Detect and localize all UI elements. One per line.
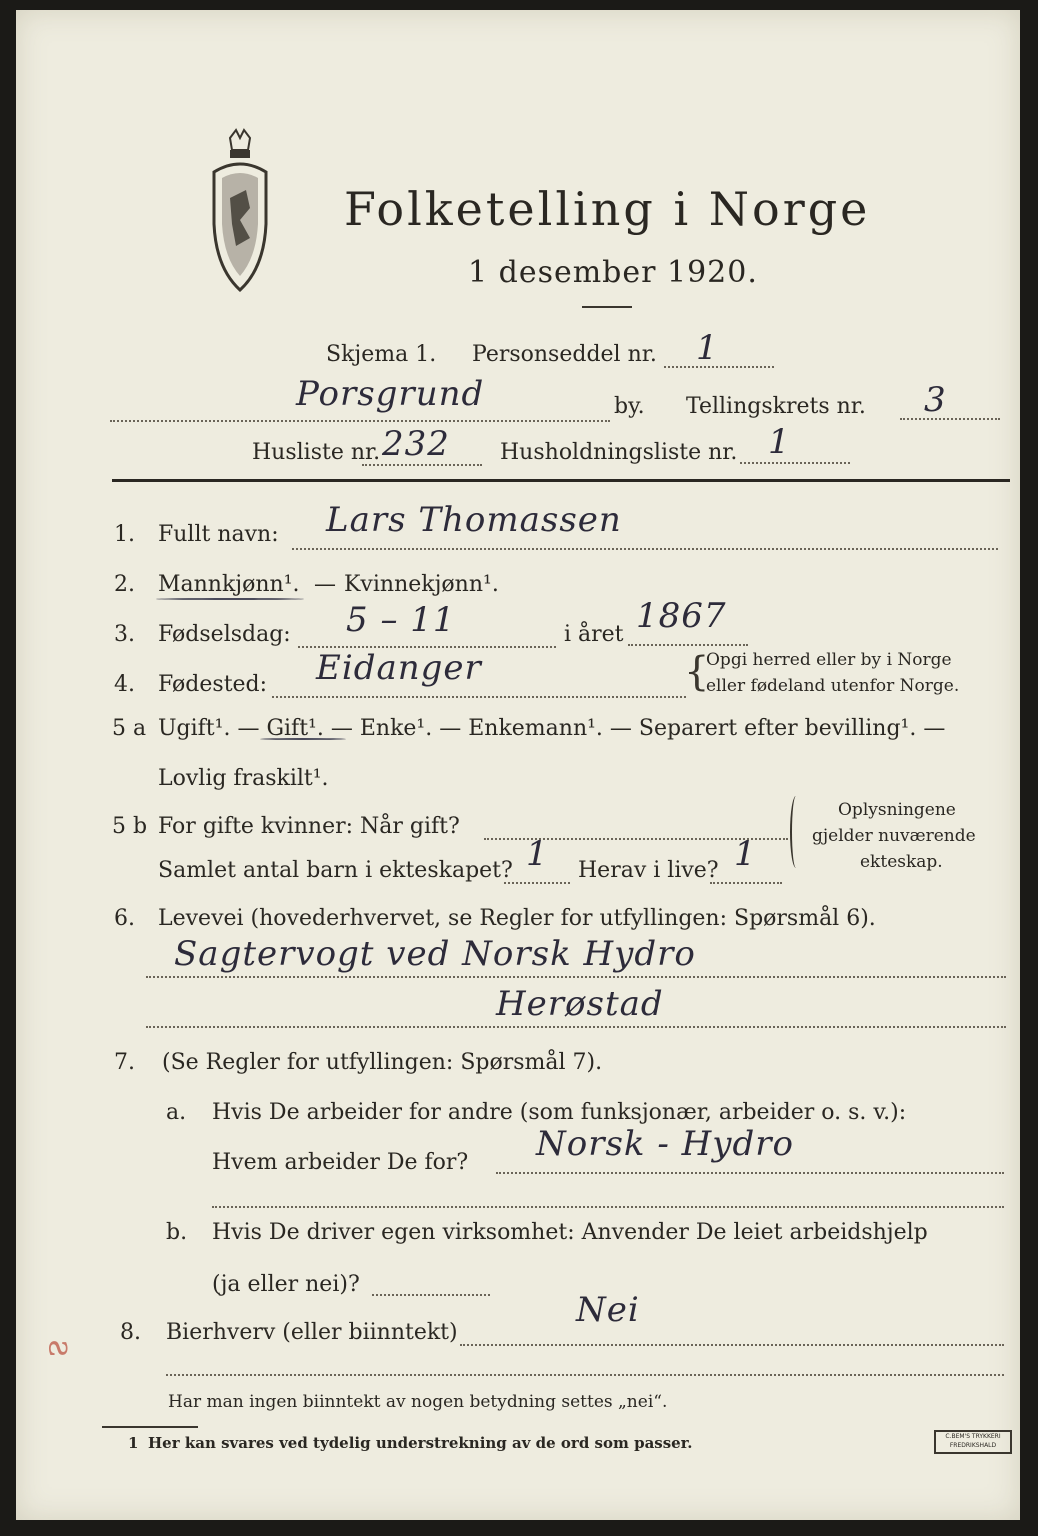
q5b-number: 5 b bbox=[112, 814, 148, 839]
husholdning-label: Husholdningsliste nr. bbox=[500, 440, 738, 465]
q2-mannkjonn-underline bbox=[156, 598, 304, 600]
q8-label: Bierhverv (eller biinntekt) bbox=[166, 1320, 458, 1345]
header-divider bbox=[112, 479, 1010, 482]
q7a-question: Hvis De arbeider for andre (som funksjonær, arbeider o. s. v.): bbox=[212, 1100, 907, 1125]
q4-brace: { bbox=[684, 649, 710, 695]
q8-number: 8. bbox=[120, 1320, 141, 1345]
city-line bbox=[110, 420, 610, 422]
q4-note-line2: eller fødeland utenfor Norge. bbox=[706, 676, 960, 696]
personseddel-value: 1 bbox=[696, 328, 719, 368]
q5a-gift-underline bbox=[260, 738, 346, 740]
q4-birthplace-value: Eidanger bbox=[316, 648, 482, 688]
printer-stamp: C.BEM'S TRYKKERI FREDRIKSHALD bbox=[934, 1430, 1012, 1454]
q5a-options: Ugift¹. — Gift¹. — Enke¹. — Enkemann¹. — Separert efter bevilling¹. — bbox=[158, 716, 946, 741]
q3-birthday-value: 5 – 11 bbox=[346, 600, 456, 640]
q8-line2 bbox=[166, 1374, 1004, 1376]
q6-line2 bbox=[146, 1026, 1006, 1028]
q5b-note-line1: Oplysningene bbox=[838, 800, 956, 820]
q7a-line1 bbox=[496, 1172, 1004, 1174]
tellingskrets-line bbox=[900, 418, 1000, 420]
q5b-herav-line bbox=[710, 882, 782, 884]
q7a-line2 bbox=[212, 1206, 1004, 1208]
q4-line bbox=[272, 696, 686, 698]
husliste-label: Husliste nr. bbox=[252, 440, 381, 465]
q1-label: Fullt navn: bbox=[158, 522, 279, 547]
q3-label: Fødselsdag: bbox=[158, 622, 291, 647]
q4-label: Fødested: bbox=[158, 672, 268, 697]
census-form bbox=[16, 10, 1020, 1520]
q8-line1 bbox=[460, 1344, 1004, 1346]
q5b-herav-label: Herav i live? bbox=[578, 858, 719, 883]
q5b-barn-line bbox=[504, 882, 570, 884]
husliste-line bbox=[362, 464, 482, 466]
q7a-employer-value: Norsk - Hydro bbox=[536, 1124, 794, 1164]
city-value: Porsgrund bbox=[296, 374, 485, 414]
q5b-note-line2: gjelder nuværende bbox=[812, 826, 976, 846]
footer-note: Har man ingen biinntekt av nogen betydning settes „nei“. bbox=[168, 1392, 668, 1412]
by-label: by. bbox=[614, 394, 645, 419]
q5b-note-line3: ekteskap. bbox=[860, 852, 943, 872]
tellingskrets-value: 3 bbox=[924, 380, 947, 420]
q3-number: 3. bbox=[114, 622, 135, 647]
q5a-number: 5 a bbox=[112, 716, 147, 741]
q2-dash: — bbox=[314, 572, 336, 597]
q2-kvinnekjonn: Kvinnekjønn¹. bbox=[344, 572, 499, 597]
q7b-line bbox=[372, 1294, 490, 1296]
q6-number: 6. bbox=[114, 906, 135, 931]
q1-full-name-value: Lars Thomassen bbox=[326, 500, 622, 540]
footnote-number: 1 bbox=[128, 1434, 139, 1452]
q7b-question: Hvis De driver egen virksomhet: Anvender De leiet arbeidshjelp bbox=[212, 1220, 928, 1245]
coat-of-arms-icon bbox=[200, 128, 280, 298]
q3-aaret-label: i året bbox=[564, 622, 624, 647]
q6-label: Levevei (hovederhvervet, se Regler for utfyllingen: Spørsmål 6). bbox=[158, 906, 876, 931]
personseddel-line bbox=[664, 366, 774, 368]
q5b-barn-label: Samlet antal barn i ekteskapet? bbox=[158, 858, 513, 883]
q7-label: (Se Regler for utfyllingen: Spørsmål 7). bbox=[162, 1050, 603, 1075]
title-divider bbox=[582, 306, 632, 308]
q7b-letter: b. bbox=[166, 1220, 188, 1245]
q3-year-value: 1867 bbox=[636, 596, 727, 636]
q5b-barn-value: 1 bbox=[526, 834, 549, 874]
q4-note-line1: Opgi herred eller by i Norge bbox=[706, 650, 952, 670]
husholdning-line bbox=[740, 462, 850, 464]
margin-mark: ƨ bbox=[40, 1339, 81, 1357]
q1-number: 1. bbox=[114, 522, 135, 547]
q2-number: 2. bbox=[114, 572, 135, 597]
q2-mannkjonn: Mannkjønn¹. bbox=[158, 572, 300, 597]
census-date: 1 desember 1920. bbox=[468, 255, 758, 290]
q7b-label: (ja eller nei)? bbox=[212, 1272, 360, 1297]
q5b-naar-gift-label: For gifte kvinner: Når gift? bbox=[158, 814, 460, 839]
footnote-rule bbox=[102, 1426, 198, 1428]
q5b-bracket bbox=[790, 796, 802, 868]
skjema-label: Skjema 1. bbox=[326, 342, 437, 367]
q7a-employer-label: Hvem arbeider De for? bbox=[212, 1150, 469, 1175]
q5b-herav-value: 1 bbox=[734, 834, 757, 874]
q5a-options-line2: Lovlig fraskilt¹. bbox=[158, 766, 329, 791]
q7a-letter: a. bbox=[166, 1100, 187, 1125]
footnote-text: Her kan svares ved tydelig understrekning av de ord som passer. bbox=[148, 1434, 693, 1452]
q1-line bbox=[292, 548, 998, 550]
q7-number: 7. bbox=[114, 1050, 135, 1075]
q6-line1 bbox=[146, 976, 1006, 978]
form-title: Folketelling i Norge bbox=[344, 182, 871, 236]
q6-occupation-value-line1: Sagtervogt ved Norsk Hydro bbox=[174, 934, 696, 974]
husholdning-value: 1 bbox=[768, 422, 791, 462]
q6-occupation-value-line2: Herøstad bbox=[496, 984, 664, 1024]
q8-value: Nei bbox=[576, 1290, 640, 1330]
husliste-value: 232 bbox=[382, 424, 450, 464]
q4-number: 4. bbox=[114, 672, 135, 697]
tellingskrets-label: Tellingskrets nr. bbox=[686, 394, 866, 419]
q3-year-line bbox=[628, 644, 748, 646]
personseddel-label: Personseddel nr. bbox=[472, 342, 657, 367]
